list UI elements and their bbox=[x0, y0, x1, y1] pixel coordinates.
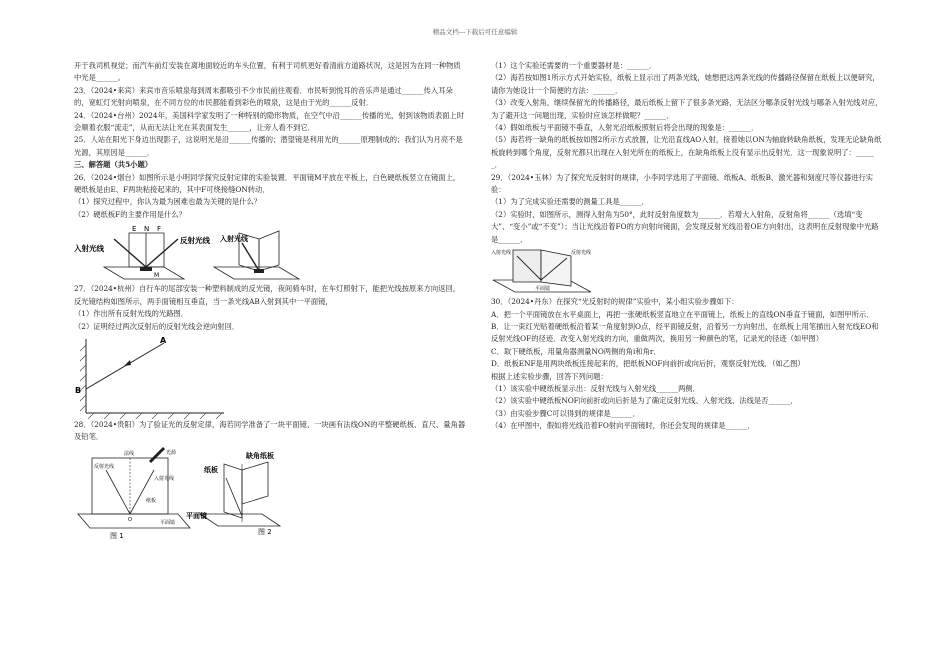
q29-1: （1）为了完成实验还需要的测量工具是______． bbox=[491, 197, 649, 207]
fig28a-label-board: 纸板 bbox=[146, 497, 157, 504]
q30-intro: 根据上述实验步骤，回答下列问题： bbox=[491, 371, 608, 381]
q30-c: C．取下硬纸板，用量角器测量NO两侧的角i和角r． bbox=[491, 346, 661, 356]
q30-1: （1）该实验中硬纸板显示出：反射光线与入射光线______两侧． bbox=[491, 383, 700, 393]
section-title: 三、解答题（共5小题） bbox=[74, 160, 153, 170]
q30-a: A．把一个平面镜放在水平桌面上，再把一张硬纸板竖直地立在平面镜上，纸板上的直线ON垂直于镜面，如图甲所示． bbox=[491, 309, 874, 319]
q23: 23．（2024•来宾）来宾市音乐喷泉每到周末都吸引不少市民前往观看．市民听到悦耳的音乐声是通过______传入耳朵的，宽虹灯光射向喷泉，在不同方位的市民都能看到彩色的喷泉，这是由于光的______反射． bbox=[74, 85, 453, 108]
q26: 26．（2024•烟台）如图所示是小明同学探究反射定律的实验装置．平面镜M平放在平板上，白色硬纸板竖立在镜面上，硬纸板是由E、F两块粘接起来的，其中F可绕接缝ON转动． bbox=[74, 172, 461, 195]
q28: 28．（2024•贵阳）为了验证光的反射定律，海若同学准备了一块平面镜、一块画有法线ON的平整硬纸板、直尺、量角器及铅笔． bbox=[74, 419, 466, 442]
fig26-label-F: F bbox=[157, 225, 162, 234]
fig28a-label-O: O bbox=[128, 516, 132, 523]
q28-1: （1）这个实验还需要的一个重要器材是：______． bbox=[491, 61, 657, 70]
q30-4: （4）在甲图中，假如将光线沿着FO射向平面镜时，你还会发现的规律是______． bbox=[491, 421, 755, 431]
q28-2: （2）海若按如图1所示方式开始实验，纸板上显示出了两条光线，她想把这两条光线的传播路径保留在纸板上以便研究，请你为她设计一个简便的方法：______． bbox=[491, 73, 880, 95]
q30: 30．（2024•丹东）在探究“光反射时的规律”实验中，某小组实验步骤如下： bbox=[491, 297, 739, 307]
q30-d: D．纸板ENF是用两块纸板连接起来的，把纸板NOF向前折或向后折，观察反射光线．（如乙图） bbox=[491, 359, 805, 369]
fig28a-label-incident: 入射光线 bbox=[154, 475, 175, 482]
fig29-label-incident: 入射光线 bbox=[491, 250, 512, 257]
q28-4: （4）假如纸板与平面镜不垂直，入射光沿纸板照射后将会出现的现象是：______． bbox=[491, 123, 759, 133]
fig28a-label-mirror: 平面镜 bbox=[160, 519, 176, 526]
left-column bbox=[74, 60, 466, 540]
q24: 24．（2024•台州）2024年，美国科学家发明了一种特别的隐形物质，在空气中沿______传播的光，射到该物质表面上时会顺着衣服“流走”，从而无法让光在其表面发生______，让旁人看不到它． bbox=[74, 110, 465, 133]
q26-2: （2）硬纸板F的主要作用是什么？ bbox=[74, 209, 186, 219]
q30-2: （2）该实验中硬纸板NOF向前折或向后折是为了确定反射光线、入射光线、法线是否______． bbox=[491, 396, 798, 406]
right-column bbox=[491, 60, 885, 433]
q30-3: （3）由实验步骤C可以得到的规律是______． bbox=[491, 408, 640, 418]
q30-b: B．让一束红光贴着硬纸板沿着某一角度射到O点，经平面镜反射，沿着另一方向射出，在纸板上用笔描出入射光线EO和反射光线OF的径迹．改变入射光线的方向，重做两次，换用另一种颜色的笔，记录光的径迹（如甲图） bbox=[491, 321, 879, 344]
fig29-label-mirror: 平面镜 bbox=[535, 286, 551, 293]
fig28b-label-cut: 缺角纸板 bbox=[246, 451, 274, 460]
fig26-label-N: N bbox=[144, 225, 150, 234]
figure-28 bbox=[74, 444, 334, 540]
fig26-label-E: E bbox=[132, 225, 137, 234]
fig28a-caption: 图 1 bbox=[110, 531, 124, 540]
q27-2: （2）证明经过两次反射后的反射光线会逆向射回． bbox=[74, 321, 240, 331]
q29: 29．（2024•玉林）为了探究光反射时的规律，小李同学选用了平面镜、纸板A、纸板B、激光器和刻度尺等仪器进行实验： bbox=[491, 172, 874, 195]
fig26-label-incident: 入射光线 bbox=[74, 244, 104, 254]
fig28a-label-pen: 光源 bbox=[166, 449, 177, 456]
q22-tail: 开于我司机视觉；而汽车前灯安装在离地面较近的车头位置，有利于司机更好看清前方道路状况，这是因为在同一种物质中光是______。 bbox=[74, 61, 461, 83]
page-header: 精品文档---下载后可任意编辑 bbox=[432, 28, 518, 36]
fig29-label-reflected: 反射光线 bbox=[571, 250, 592, 257]
figure-26 bbox=[74, 221, 304, 283]
fig26-label-reflected: 反射光线 bbox=[180, 236, 210, 246]
q27: 27．（2024•杭州）自行车的尾部安装一种塑料制成的反光镜，夜间骑车时，在车灯照射下，能把光线按原来方向返回，反光镜结构如图所示，两手面镜相互垂直，当一条光线AB入射到其中一平面镜， bbox=[74, 284, 461, 306]
figure-29 bbox=[491, 246, 601, 296]
fig26-label-M: M bbox=[154, 272, 160, 280]
figure-27 bbox=[74, 333, 234, 419]
q28-5: （5）海若将一缺角的纸板按如图2所示方式放置，让光沿直线AO入射，接着她以ON为轴旋转缺角纸板，发现无论缺角纸板旋转到哪个角度，反射光都只出现在入射光所在的纸板上，在缺角纸板上没有显示出反射光．这一现象说明了：______． bbox=[491, 135, 882, 170]
fig28b-label-mirror: 平面镜 bbox=[186, 511, 207, 520]
fig28b-label-board: 纸板 bbox=[204, 465, 218, 474]
q25: 25．人站在阳光下身边出现影子，这说明光是沿______传播的；潜望镜是利用光的______原理制成的；我们认为月亮不是光源，其原因是______． bbox=[74, 135, 463, 157]
fig28a-label-normal: 法线 bbox=[124, 450, 135, 457]
fig27-label-B: B bbox=[75, 385, 82, 395]
q26-1: （1）探究过程中，你认为最为困难也最为关键的是什么？ bbox=[74, 197, 262, 207]
fig28a-label-reflected: 反射光线 bbox=[94, 463, 115, 470]
q27-1: （1）作出所有反射光线的光路图． bbox=[74, 309, 189, 319]
q29-2: （2）实验时，如图所示，测得入射角为50°，此时反射角度数为______．若增大入射角，反射角将______（选填“变大”、“变小”或“不变”）；当让光线沿着FO的方向射向镜面，会发现反射光线沿着OE方向射出，这表明在反射现象中光路是______． bbox=[491, 209, 879, 244]
q28-3: （3）改变入射角，继续保留光的传播路径，最后纸板上留下了很多条光路，无法区分哪条反射光线与哪条入射光线对应，为了避开这一问题出现，实验时应该怎样做呢？______． bbox=[491, 98, 883, 120]
fig28b-caption: 图 2 bbox=[258, 527, 272, 536]
fig27-label-A: A bbox=[160, 335, 167, 345]
fig26b-label-incident: 入射光线 bbox=[220, 235, 248, 244]
